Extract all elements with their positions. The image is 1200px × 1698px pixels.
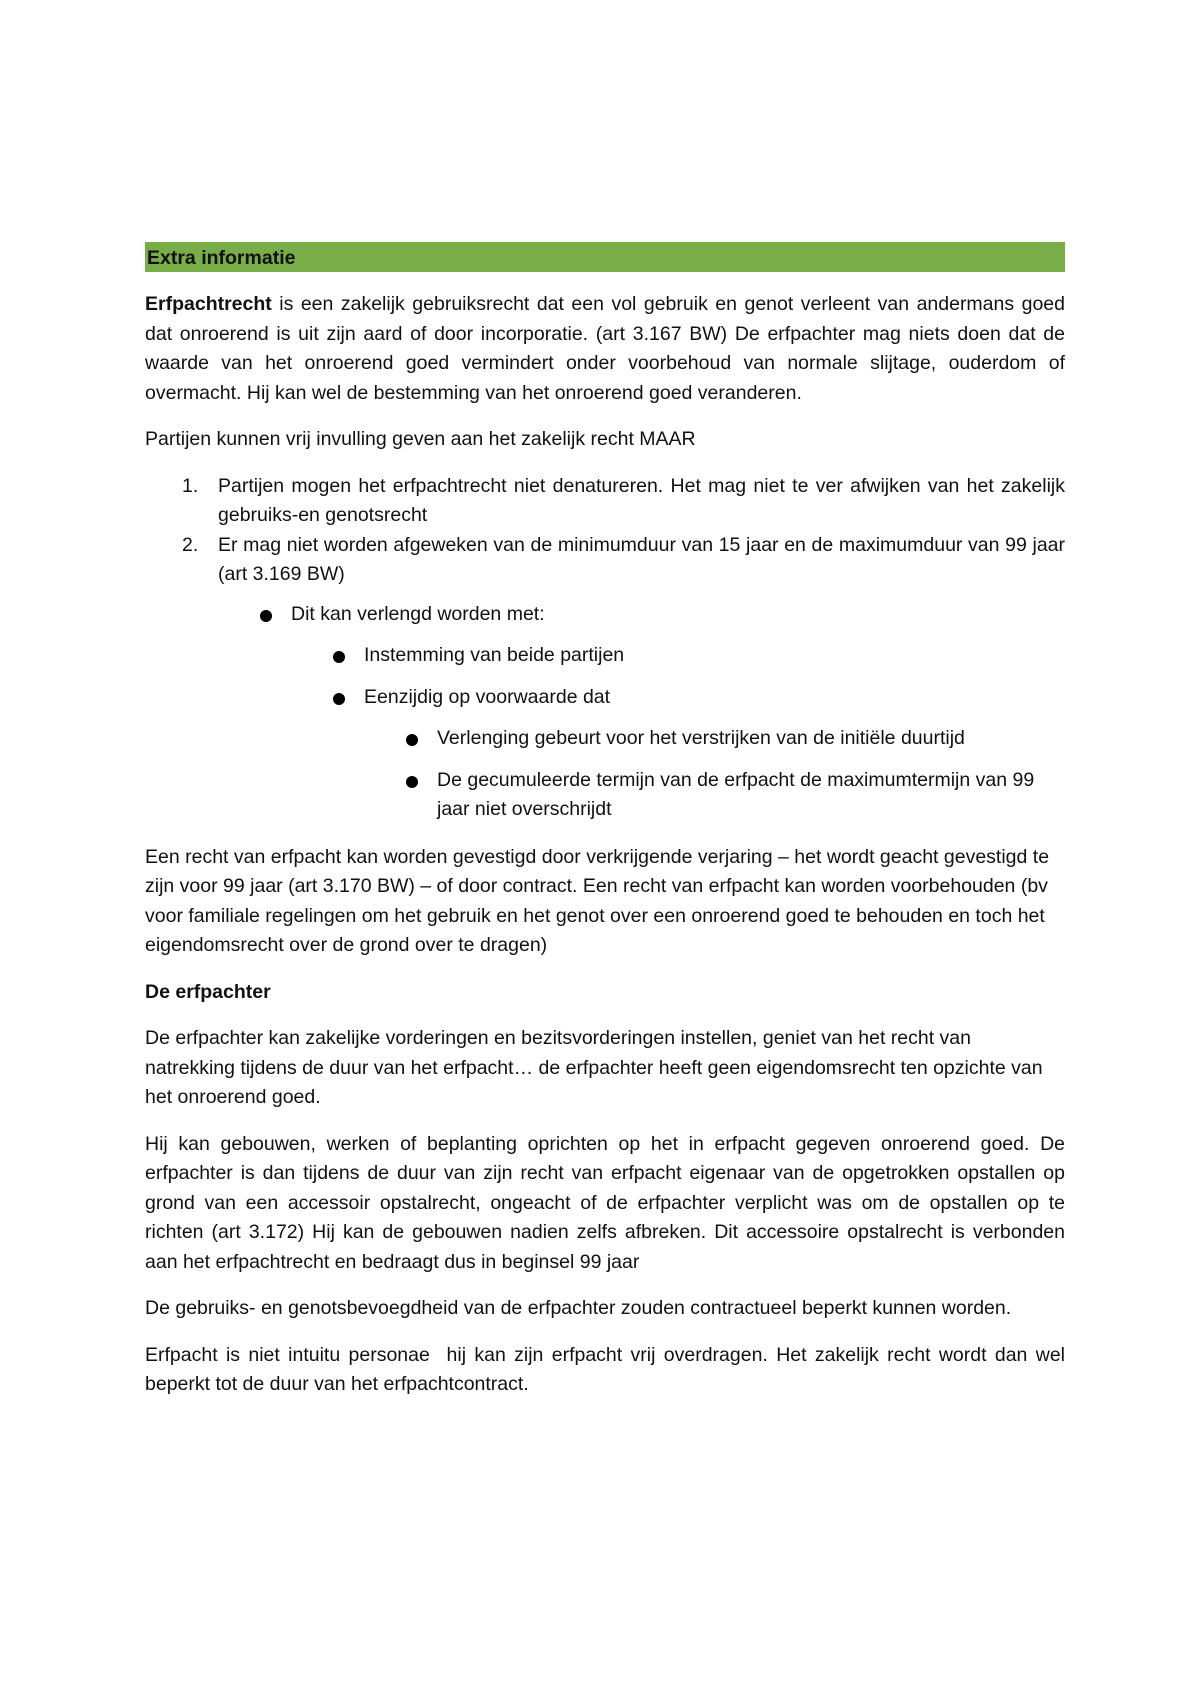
subheading: De erfpachter [145, 980, 271, 1003]
intro-text: is een zakelijk gebruiksrecht dat een vol gebruik en genot verleent van andermans goed dat onroerend is uit zijn aard of door incorporatie. (art 3.167 BW) De erfpachter mag niets doen dat de waarde van het onroerend goed vermindert onder voorbehoud van normale slijtage, ouderdom of overmacht. Hij kan wel de bestemming van het onroerend goed veranderen. [145, 293, 1065, 404]
bullet-dot-icon [260, 610, 272, 622]
overdragen-paragraph: Erfpacht is niet intuitu personae hij kan zijn erfpacht vrij overdragen. Het zakelijk recht wordt dan wel beperkt tot de duur van het erfpachtcontract. [145, 1343, 1071, 1395]
document-page [145, 242, 1071, 1417]
bullet-text: Instemming van beide partijen [364, 644, 625, 666]
bullet-item [145, 600, 1065, 630]
list-item [145, 472, 1065, 531]
gebouwen-paragraph: Hij kan gebouwen, werken of beplanting oprichten op het in erfpacht gegeven onroerend goed. De erfpachter is dan tijdens de duur van zijn recht van erfpacht eigenaar van de opgetrokken opstallen op grond van een accessoir opstalrecht, ongeacht of de erfpachter verplicht was om de opstallen op te richten (art 3.172) Hij kan de gebouwen nadien zelfs afbreken. Dit accessoire opstalrecht is verbonden aan het erfpachtrecht en bedraagt dus in beginsel 99 jaar [145, 1132, 1065, 1273]
vorderingen-paragraph: De erfpachter kan zakelijke vorderingen en bezitsvorderingen instellen, geniet van het recht van natrekking tijdens de duur van het erfpacht… de erfpachter heeft geen eigendomsrecht ten opzichte van het onroerend goed. [145, 1027, 1043, 1108]
numbered-list [145, 472, 1065, 590]
list-item [145, 531, 1065, 590]
list-number: 1. [182, 474, 199, 497]
intro-paragraph [145, 290, 1065, 408]
list-item-text: Partijen mogen het erfpachtrecht niet denatureren. Het mag niet te ver afwijken van het zakelijk gebruiks-en genotsrecht [218, 474, 1065, 526]
section-header [145, 242, 1065, 272]
list-number: 2. [182, 533, 199, 556]
bullet-item [145, 724, 1065, 754]
bevoegdheid-paragraph: De gebruiks- en genotsbevoegdheid van de erfpachter zouden contractueel beperkt kunnen worden. [145, 1297, 1012, 1319]
bullet-item [145, 683, 1065, 713]
bullet-text: De gecumuleerde termijn van de erfpacht de maximumtermijn van 99 jaar niet overschrijdt [437, 768, 1035, 820]
bullet-dot-icon [406, 776, 418, 788]
bullet-text: Verlenging gebeurt voor het verstrijken van de initiële duurtijd [437, 727, 965, 749]
bullet-dot-icon [333, 651, 345, 663]
section-header-title: Extra informatie [147, 247, 296, 269]
list-item-text: Er mag niet worden afgeweken van de minimumduur van 15 jaar en de maximumduur van 99 jaar (art 3.169 BW) [218, 533, 1065, 585]
bullet-item [145, 766, 1065, 825]
bullet-text: Eenzijdig op voorwaarde dat [364, 685, 611, 708]
parties-paragraph: Partijen kunnen vrij invulling geven aan het zakelijk recht MAAR [145, 428, 696, 450]
recht-paragraph: Een recht van erfpacht kan worden gevestigd door verkrijgende verjaring – het wordt geacht gevestigd te zijn voor 99 jaar (art 3.170 BW) – of door contract. Een recht van erfpacht kan worden voorbehouden (bv voor familiale regelingen om het gebruik en het genot over een onroerend goed te behouden en toch het eigendomsrecht over de grond over te dragen) [145, 845, 1050, 956]
intro-term: Erfpachtrecht [145, 293, 272, 315]
bullet-text: Dit kan verlengd worden met: [291, 602, 545, 625]
bullet-dot-icon [406, 734, 418, 746]
bullet-dot-icon [333, 693, 345, 705]
bullet-item [145, 641, 1065, 671]
